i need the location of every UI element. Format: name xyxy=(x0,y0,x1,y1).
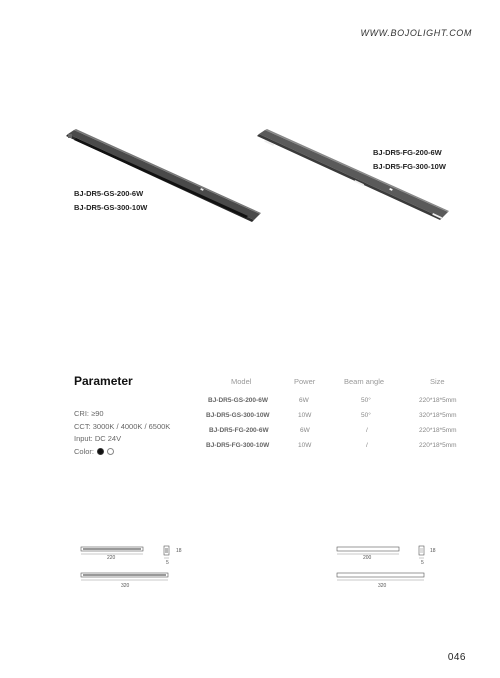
table-header-power: Power xyxy=(294,377,316,386)
website-url: WWW.BOJOLIGHT.COM xyxy=(360,28,472,38)
table-cell-beam: 50° xyxy=(361,397,371,404)
spec-color-label: Color: xyxy=(74,446,95,456)
product-label-fg xyxy=(373,146,446,174)
dimension-length-label: 320 xyxy=(121,583,130,589)
model-label: BJ-DR5-FG-200-6W xyxy=(373,148,442,157)
black-color-swatch-icon xyxy=(97,448,104,455)
product-image-fg xyxy=(255,128,450,223)
table-cell-model: BJ-DR5-FG-300-10W xyxy=(206,442,270,449)
model-label: BJ-DR5-GS-200-6W xyxy=(74,189,144,198)
table-cell-model: BJ-DR5-GS-200-6W xyxy=(208,397,268,404)
page-number: 046 xyxy=(447,652,466,663)
table-cell-size: 220*18*5mm xyxy=(419,427,457,434)
table-cell-size: 220*18*5mm xyxy=(419,397,457,404)
table-header-size: Size xyxy=(430,377,445,386)
product-label-gs xyxy=(74,187,147,215)
spec-cri: CRI: ≥90 xyxy=(74,409,104,418)
table-cell-power: 6W xyxy=(299,397,309,404)
model-label: BJ-DR5-GS-300-10W xyxy=(74,203,148,212)
table-cell-beam: / xyxy=(366,442,368,449)
dimension-height-label: 18 xyxy=(430,548,436,554)
table-cell-size: 320*18*5mm xyxy=(419,412,457,419)
spec-list xyxy=(74,408,170,458)
dimension-length-label: 220 xyxy=(107,555,116,561)
dimension-height-label: 18 xyxy=(176,548,182,554)
table-cell-power: 6W xyxy=(300,427,310,434)
parameter-title: Parameter xyxy=(74,374,133,388)
table-cell-beam: / xyxy=(366,427,368,434)
table-cell-model: BJ-DR5-FG-200-6W xyxy=(209,427,269,434)
dimension-length-label: 320 xyxy=(378,583,387,589)
table-cell-model: BJ-DR5-GS-300-10W xyxy=(206,412,270,419)
table-cell-size: 220*18*5mm xyxy=(419,442,457,449)
spec-color xyxy=(74,446,170,459)
table-header-model: Model xyxy=(231,377,252,386)
dimension-drawing-long-left xyxy=(80,571,170,583)
table-header-beam-angle: Beam angle xyxy=(344,377,385,386)
dimension-drawing-section-right xyxy=(417,545,427,561)
dimension-drawing-long-right xyxy=(336,571,426,583)
table-cell-power: 10W xyxy=(298,442,312,449)
dimension-depth-label: 5 xyxy=(421,560,424,566)
dimension-drawing-section-left xyxy=(162,545,172,561)
dimension-depth-label: 5 xyxy=(166,560,169,566)
model-label: BJ-DR5-FG-300-10W xyxy=(373,162,446,171)
white-color-swatch-icon xyxy=(107,448,114,455)
table-cell-power: 10W xyxy=(298,412,312,419)
spec-cct: CCT: 3000K / 4000K / 6500K xyxy=(74,421,171,431)
dimension-length-label: 200 xyxy=(363,555,372,561)
spec-input: Input: DC 24V xyxy=(74,434,122,443)
table-cell-beam: 50° xyxy=(361,412,371,419)
